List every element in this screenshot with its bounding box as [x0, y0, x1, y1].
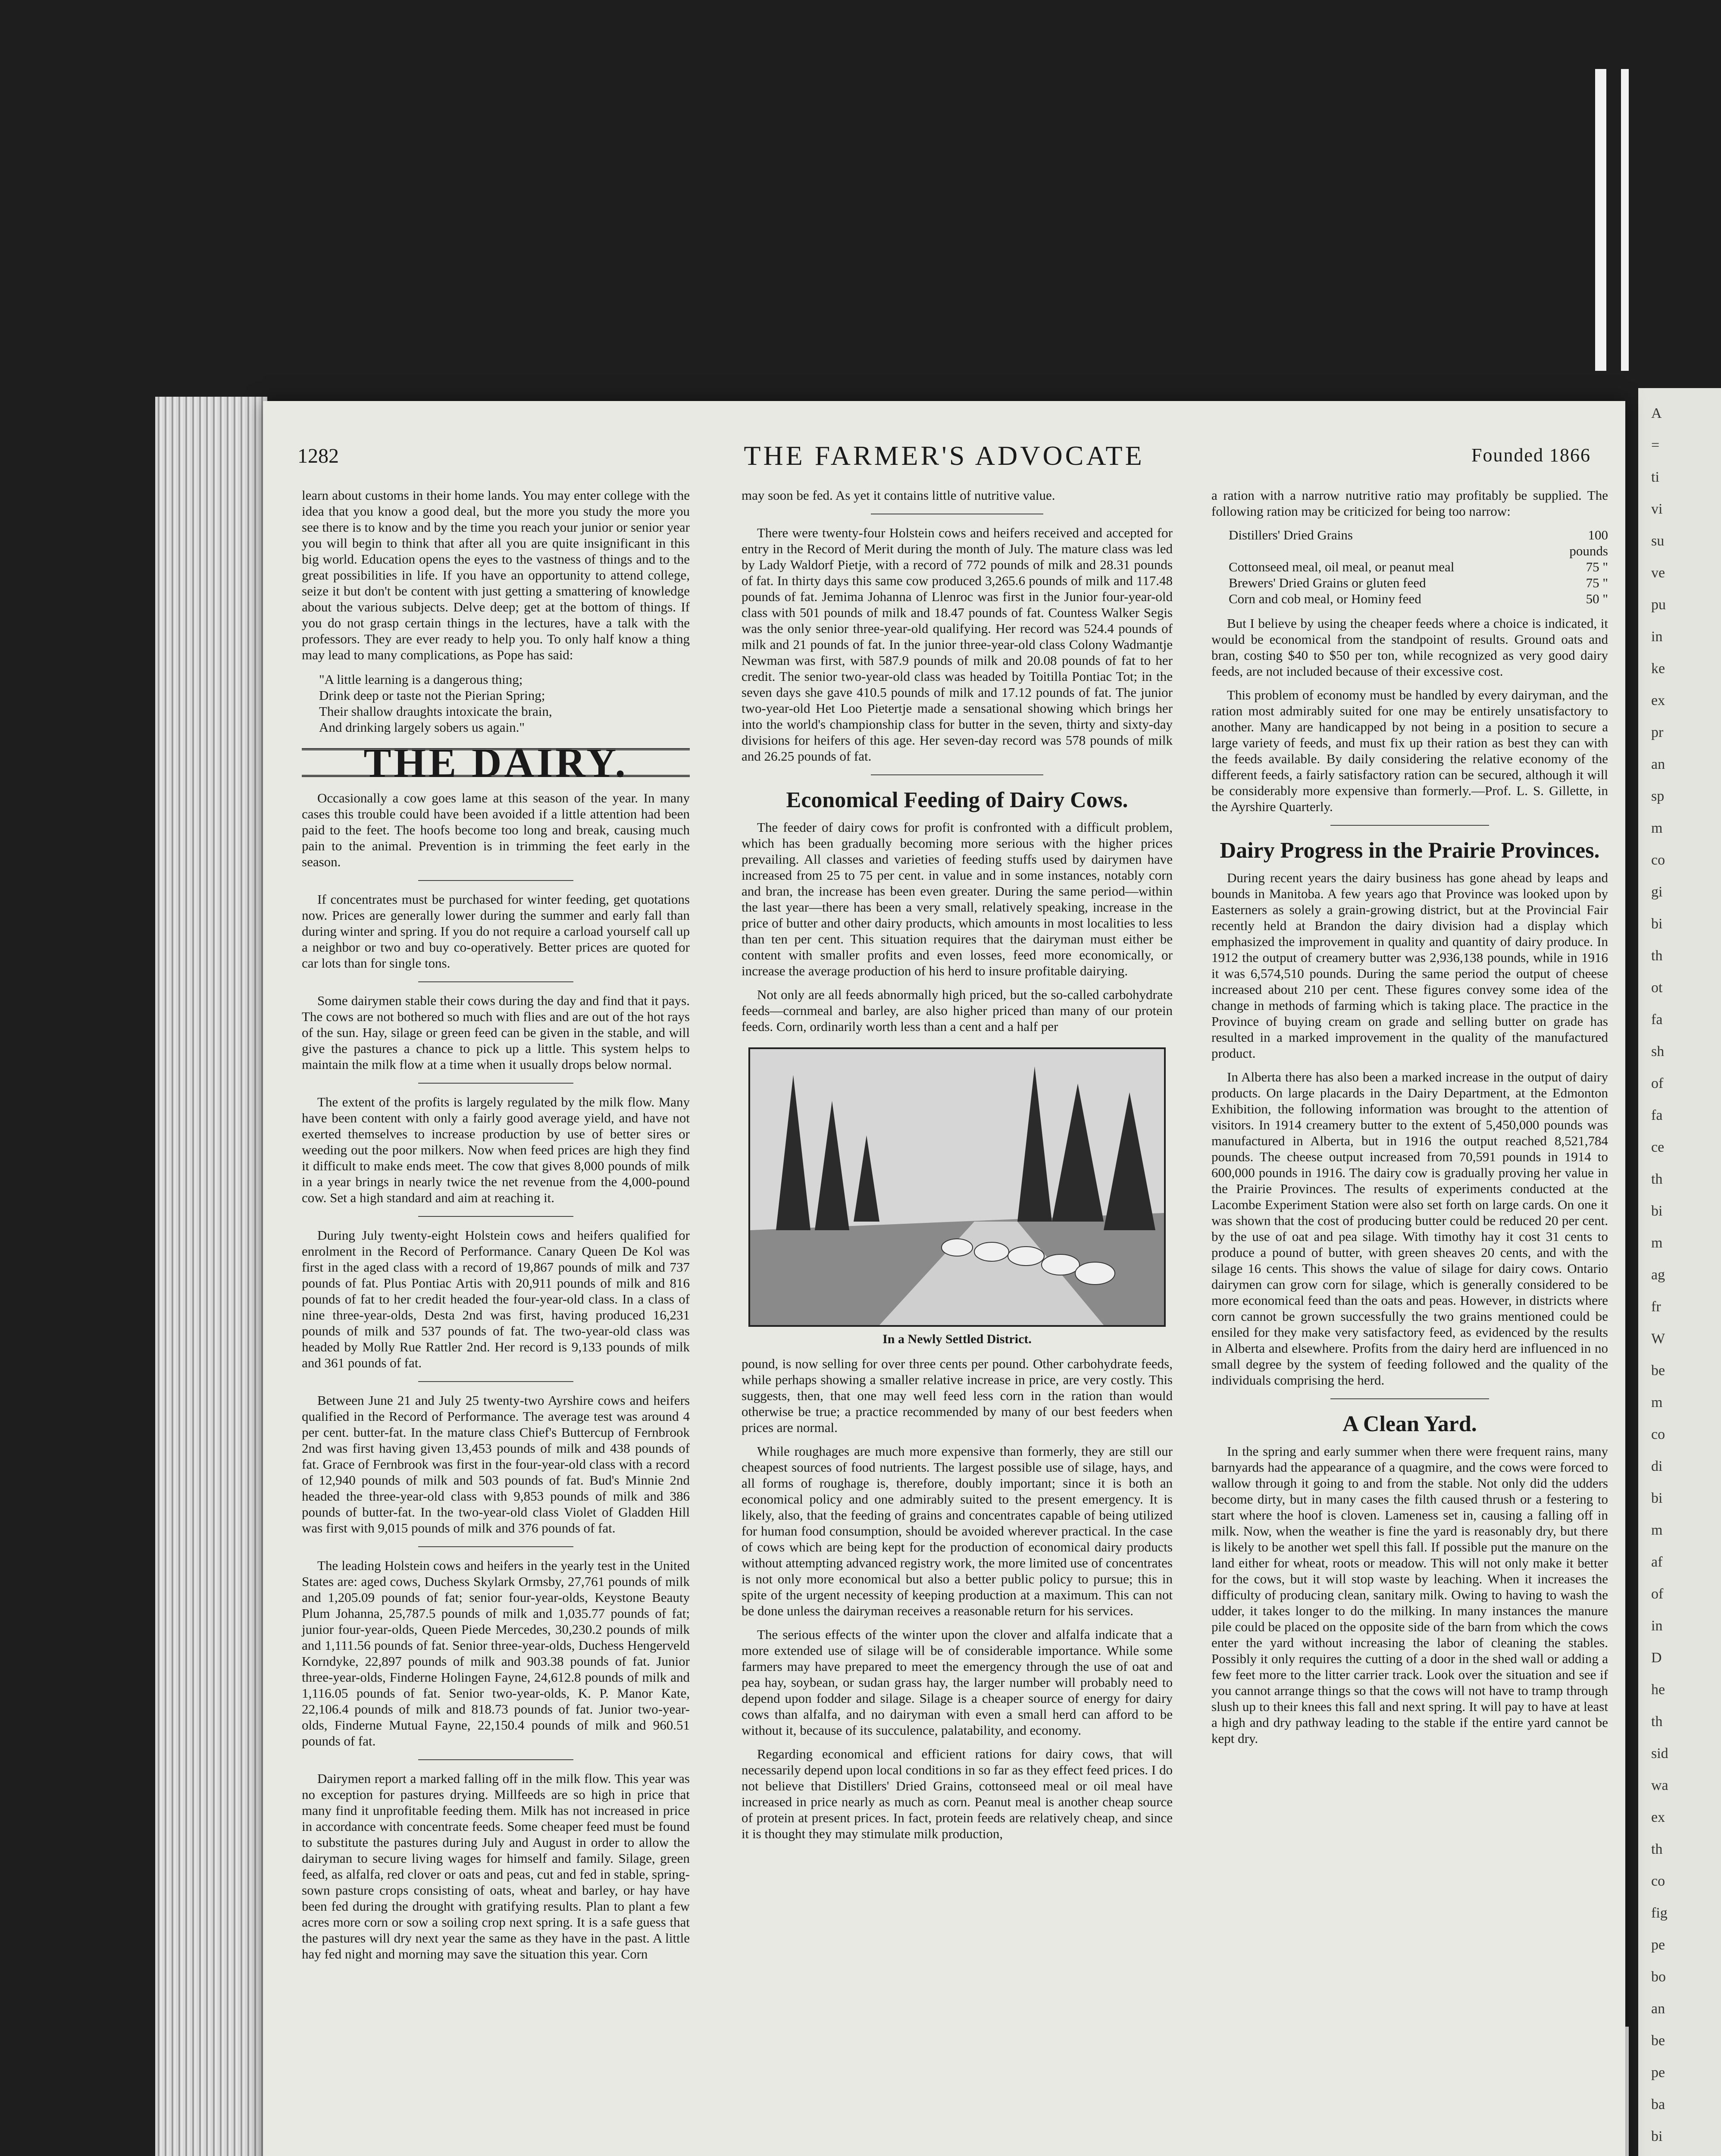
ration-row: [1229, 559, 1608, 575]
adjacent-page-fragment: wa: [1651, 1777, 1668, 1793]
photo-illustration: [750, 1049, 1164, 1325]
quote-line: Their shallow draughts intoxicate the brain,: [319, 704, 552, 719]
publication-title: THE FARMER'S ADVOCATE: [744, 440, 1145, 471]
adjacent-page-fragment: m: [1651, 820, 1663, 836]
adjacent-page-fragment: pe: [1651, 2065, 1665, 2081]
running-header: [297, 436, 1591, 474]
founded-note: Founded 1866: [1471, 445, 1591, 466]
adjacent-page-fragment: af: [1651, 1554, 1663, 1570]
paragraph: The serious effects of the winter upon the clover and alfalfa indicate that a more extended use of silage will be of considerable importance. While some farmers may have prepared to meet the emergency through the use of oat and pea hay, soybean, or sudan grass hay, the larger number will probably need to depend upon fodder and silage. Silage is a cheaper source of energy for dairy cows than alfalfa, and no dairyman with even a small herd can afford to be without it, because of its succulence, palatability, and economy.: [742, 1627, 1173, 1738]
adjacent-page-fragment: sh: [1651, 1044, 1665, 1059]
ration-row: [1229, 527, 1608, 559]
divider: [418, 880, 573, 881]
divider: [418, 981, 573, 982]
article-heading: A Clean Yard.: [1342, 1412, 1477, 1436]
adjacent-page-fragment: co: [1651, 1426, 1665, 1442]
adjacent-page-fragment: co: [1651, 852, 1665, 868]
adjacent-page-fragment: bo: [1651, 1969, 1666, 1985]
adjacent-page-fragment: di: [1651, 1458, 1663, 1474]
paragraph: Some dairymen stable their cows during the day and find that it pays. The cows are not bothered so much with flies and are out of the hot rays of the sun. Hay, silage or green feed can be given in the stable, and will give the pastures a chance to pick up a little. This system helps to maintain the milk flow at a time when it usually drops below normal.: [302, 993, 690, 1072]
adjacent-page-fragment: ba: [1651, 2096, 1665, 2112]
adjacent-page-fragment: W: [1651, 1331, 1665, 1347]
adjacent-page-fragment: an: [1651, 756, 1665, 772]
ration-amount: 100 pounds: [1569, 527, 1608, 558]
paragraph: The feeder of dairy cows for profit is confronted with a difficult problem, which has been gradually becoming more serious with the higher prices prevailing. All classes and varieties of feeding stuffs used by dairymen have increased from 25 to 75 per cent. in value and in some instances, notably corn and bran, the increase has been even greater. During the same period—within the last year—there has been a very small, relatively speaking, increase in the price of butter and other dairy products, which amounts in most localities to less than ten per cent. This situation requires that the dairyman must either be content with smaller profits and even losses, feed more economically, or increase the average production of his herd to insure profitable dairying.: [742, 820, 1173, 978]
paragraph: During July twenty-eight Holstein cows and heifers qualified for enrolment in the Record of Performance. Canary Queen De Kol was first in the aged class with a record of 19,867 pounds of milk and 737 pounds of fat. Plus Pontiac Artis with 20,911 pounds of milk and 816 pounds of fat to her credit headed the four-year-old class. In a class of nine three-year-olds, Desta 2nd was first, having produced 16,231 pounds of milk and 537 pounds of fat. The two-year-old class was headed by Molly Rue Rattler 2nd. Her record is 9,133 pounds of milk and 361 pounds of fat.: [302, 1228, 690, 1370]
divider: [418, 1759, 573, 1760]
ration-row: [1229, 575, 1608, 591]
column-1: [302, 487, 690, 1970]
quote-line: Drink deep or taste not the Pierian Spring;: [319, 688, 545, 703]
column-3: [1211, 487, 1608, 1754]
adjacent-page-fragment: bi: [1651, 1490, 1663, 1506]
adjacent-page-fragment: bi: [1651, 1203, 1663, 1219]
paragraph: may soon be fed. As yet it contains little of nutritive value.: [742, 488, 1055, 503]
paragraph: Not only are all feeds abnormally high priced, but the so-called carbohydrate feeds—cornmeal and barley, are also higher priced than many of our protein feeds. Corn, ordinarily worth less than a cent and a half per: [742, 987, 1173, 1034]
paragraph: In Alberta there has also been a marked increase in the output of dairy products. On large placards in the Dairy Department, at the Edmonton Exhibition, the following information was brought to the attention of visitors. In 1914 creamery butter to the extent of 5,450,000 pounds was manufactured in Alberta, but in 1916 the output reached 8,521,784 pounds. The cheese output increased from 70,591 pounds in 1914 to 600,000 pounds in 1916. The dairy cow is gradually proving her value in the Prairie Provinces. The results of experiments conducted at the Lacombe Experiment Station were also set forth on large cards. On one it was shown that the cost of producing butter could be reduced 20 per cent. by the use of oat and pea silage. With timothy hay it cost 31 cents to produce a pound of butter, with green sheaves 20 cents, and with the silage 16 cents. This shows the value of silage for dairy cows. Ontario dairymen can grow corn for silage, which is generally considered to be more economical feed than the oats and peas. However, in districts where corn cannot be grown successfully the two grains mentioned could be ensiled for they make very satisfactory feed, as evidenced by the results in Alberta and elsewhere. Profits from the dairy herd are influenced in no small degree by the system of feeding followed and the quality of the individuals comprising the herd.: [1211, 1069, 1608, 1388]
adjacent-page-fragment: ag: [1651, 1267, 1665, 1283]
binding-strip: [1595, 69, 1606, 371]
paragraph: a ration with a narrow nutritive ratio may profitably be supplied. The following ration may be criticized for being too narrow:: [1211, 488, 1608, 519]
ration-row: [1229, 591, 1608, 607]
column-2: [742, 487, 1173, 1849]
adjacent-page-fragment: co: [1651, 1873, 1665, 1889]
adjacent-page-fragment: of: [1651, 1586, 1664, 1602]
paragraph: Occasionally a cow goes lame at this season of the year. In many cases this trouble could have been avoided if a little attention had been paid to the feet. The hoofs become too long and break, causing much pain to the animal. Prevention is in trimming the feet early in the season.: [302, 790, 690, 869]
adjacent-page-fragment: th: [1651, 1171, 1663, 1187]
adjacent-page-fragment: pr: [1651, 724, 1664, 740]
adjacent-page-fragment: m: [1651, 1235, 1663, 1251]
adjacent-page-fragment: bi: [1651, 916, 1663, 932]
adjacent-page-fragment: gi: [1651, 884, 1663, 900]
paragraph: pound, is now selling for over three cents per pound. Other carbohydrate feeds, while perhaps showing a smaller relative increase in price, are very costly. This suggests, then, that one may well feed less corn in the ration than would otherwise be true; a practice recommended by many of our best feeders when prices are normal.: [742, 1356, 1173, 1435]
adjacent-page-fragment: ex: [1651, 1809, 1665, 1825]
adjacent-page-fragment: m: [1651, 1522, 1663, 1538]
adjacent-page-fragment: ot: [1651, 980, 1663, 996]
adjacent-page-fragment: ti: [1651, 469, 1659, 485]
adjacent-page-fragment: sp: [1651, 788, 1665, 804]
adjacent-page-fragment: he: [1651, 1682, 1665, 1698]
paragraph: Between June 21 and July 25 twenty-two Ayrshire cows and heifers qualified in the Record of Performance. The average test was around 4 per cent. butter-fat. In the mature class Chief's Buttercup of Fernbrook 2nd was first having given 13,453 pounds of milk and 438 pounds of fat. Grace of Fernbrook was first in the four-year-old class with a record of 12,940 pounds of milk and 503 pounds of fat. Bud's Minnie 2nd headed the three-year-old class with 9,853 pounds of milk and 386 pounds of butter-fat. In the two-year-old class Violet of Gladden Hill was first with 9,015 pounds of milk and 376 pounds of fat.: [302, 1393, 690, 1536]
divider: [418, 1546, 573, 1547]
divider: [1330, 1398, 1489, 1399]
ration-label: Corn and cob meal, or Hominy feed: [1229, 591, 1421, 606]
adjacent-page-fragment: ve: [1651, 565, 1665, 581]
adjacent-page-fragment: ke: [1651, 661, 1665, 677]
book-page-edges: [155, 397, 267, 2156]
ration-label: Brewers' Dried Grains or gluten feed: [1229, 575, 1426, 590]
adjacent-page-fragment: be: [1651, 1363, 1665, 1379]
adjacent-page-fragment: in: [1651, 629, 1663, 645]
adjacent-page-fragment: ce: [1651, 1139, 1665, 1155]
adjacent-page-fragment: m: [1651, 1395, 1663, 1410]
divider: [1330, 825, 1489, 826]
divider: [418, 1216, 573, 1217]
paragraph: The extent of the profits is largely regulated by the milk flow. Many have been content with only a fairly good average yield, and have not exerted themselves to increase production by use of better sires or weeding out the poor milkers. Now when feed prices are high they find it difficult to make ends meet. The cow that gives 8,000 pounds of milk in a year brings in nearly twice the net revenue from the 4,000-pound cow. Set a high standard and aim at reaching it.: [302, 1094, 690, 1205]
adjacent-page-fragment: th: [1651, 1841, 1663, 1857]
divider: [418, 1083, 573, 1084]
pope-quote: [319, 671, 673, 735]
section-banner: THE DAIRY.: [302, 748, 690, 777]
binding-strip: [1621, 69, 1629, 371]
adjacent-page-fragment: th: [1651, 1714, 1663, 1730]
adjacent-page-fragment: sid: [1651, 1745, 1668, 1761]
ration-amount: 50 ": [1586, 591, 1608, 606]
ration-label: Cottonseed meal, oil meal, or peanut meal: [1229, 559, 1455, 574]
article-heading: Dairy Progress in the Prairie Provinces.: [1220, 838, 1600, 863]
adjacent-page-fragment: pu: [1651, 597, 1666, 613]
paragraph: This problem of economy must be handled by every dairyman, and the ration most admirably suited for one may be entirely unsatisfactory to another. Many are handicapped by not being in a position to secure a large variety of feeds, and must fix up their ration as best they can with the feeds available. By daily considering the relative economy of the different feeds, a fairly satisfactory ration can be secured, although it will be considerably more expensive than formerly.—Prof. L. S. Gillette, in the Ayrshire Quarterly.: [1211, 687, 1608, 814]
adjacent-page-fragment: su: [1651, 533, 1665, 549]
adjacent-page-fragment: th: [1651, 948, 1663, 964]
adjacent-page-fragment: be: [1651, 2033, 1665, 2049]
newspaper-page: [263, 401, 1625, 2156]
adjacent-page-fragment: pe: [1651, 1937, 1665, 1953]
adjacent-page-fragment: =: [1651, 437, 1660, 453]
photo-caption: In a Newly Settled District.: [882, 1332, 1032, 1346]
adjacent-page-fragment: A: [1651, 405, 1662, 421]
divider: [871, 774, 1043, 775]
paragraph: While roughages are much more expensive than formerly, they are still our cheapest sources of food nutrients. The largest possible use of silage, hays, and all forms of roughage is, therefore, doubly important; since it is both an economical policy and one admirably suited to the present emergency. It is likely, also, that the feeding of grains and concentrates capable of being utilized for human food consumption, should be avoided wherever practical. In the case of cows which are being kept for the production of economical dairy products without attempting advanced registry work, the more limited use of concentrates is not only more economical but also a better public policy to pursue; this in spite of the urgent necessity of keeping production at a maximum. This can not be done unless the dairyman receives a reasonable return for his services.: [742, 1444, 1173, 1618]
paragraph: Regarding economical and efficient rations for dairy cows, that will necessarily depend upon local conditions in so far as they effect feed prices. I do not believe that Distillers' Dried Grains, cottonseed meal or oil meal have increased in price nearly as much as corn. Peanut meal is another cheap source of protein at present prices. In fact, protein feeds are relatively cheap, and since it is thought they may stimulate milk production,: [742, 1746, 1173, 1841]
page-number: 1282: [297, 445, 339, 467]
paragraph: Dairymen report a marked falling off in the milk flow. This year was no exception for pastures drying. Millfeeds are so high in price that many find it unprofitable feeding them. Milk has not increased in price in accordance with concentrate feeds. Some cheaper feed must be found to substitute the pastures during July and August in order to allow the dairyman to secure living wages for himself and family. Silage, green feed, as alfalfa, red clover or oats and peas, cut and fed in stable, spring-sown pasture crops consisting of oats, wheat and barley, or hay have been fed during the drought with gratifying results. Plan to plant a few acres more corn or sow a soiling crop next spring. It is a safe guess that the pastures will dry next year the same as they have in the past. A little hay fed night and morning may save the situation this year. Corn: [302, 1771, 690, 1962]
adjacent-page-fragment: D: [1651, 1650, 1662, 1666]
adjacent-page-fragment: fa: [1651, 1012, 1663, 1028]
divider: [418, 1381, 573, 1382]
adjacent-page-fragment: fig: [1651, 1905, 1668, 1921]
paragraph: The leading Holstein cows and heifers in the yearly test in the United States are: aged cows, Duchess Skylark Ormsby, 27,761 pounds of milk and 1,205.09 pounds of fat; senior four-year-olds, Keystone Beauty Plum Johanna, 25,787.5 pounds of milk and 1,035.77 pounds of fat; junior four-year-olds, Queen Piede Mercedes, 30,230.2 pounds of milk and 1,111.56 pounds of fat. Senior three-year-olds, Duchess Hengerveld Korndyke, 22,897 pounds of milk and 903.38 pounds of fat. Junior three-year-olds, Finderne Holingen Fayne, 24,612.8 pounds of milk and 1,116.05 pounds of fat. Senior two-year-olds, K. P. Manor Kate, 22,106.4 pounds of milk and 818.73 pounds of fat. Junior two-year-olds, Finderne Mutual Fayne, 22,150.4 pounds of milk and 960.51 pounds of fat.: [302, 1558, 690, 1749]
adjacent-page-fragment: of: [1651, 1075, 1664, 1091]
adjacent-page-strip: [1638, 388, 1721, 2156]
paragraph: But I believe by using the cheaper feeds where a choice is indicated, it would be economical from the standpoint of results. Ground oats and bran, costing $40 to $50 per ton, while recognized as very good dairy feeds, are not included because of their excessive cost.: [1211, 616, 1608, 679]
ration-list: [1229, 527, 1608, 607]
quote-line: "A little learning is a dangerous thing;: [319, 672, 523, 687]
ration-amount: 75 ": [1586, 559, 1608, 574]
adjacent-page-fragment: fr: [1651, 1299, 1661, 1315]
article-photo: [748, 1047, 1166, 1327]
adjacent-page-fragment: bi: [1651, 2128, 1663, 2144]
adjacent-page-fragment: in: [1651, 1618, 1663, 1634]
ration-label: Distillers' Dried Grains: [1229, 527, 1353, 542]
paragraph: In the spring and early summer when there were frequent rains, many barnyards had the appearance of a quagmire, and the cows were forced to wallow through it going to and from the stable. Not only did the udders become dirty, but in many cases the filth caused thrush or a festering to start where the hoof is cloven. Lameness set in, causing a falling off in milk. Now, when the weather is fine the yard is reasonably dry, but there is likely to be another wet spell this fall. If possible put the manure on the land either for wheat, roots or meadow. This will not only make it better for the cows, but it will stop waste by leaching. When it increases the difficulty of producing clean, sanitary milk. Owing to having to wash the udder, it takes longer to do the milking. In many instances the manure pile could be placed on the opposite side of the barn from which the cows enter the yard without increasing the labor of cleaning the stables. Possibly it only requires the cutting of a door in the shed wall or adding a few feet more to the litter carrier track. Look over the situation and see if you cannot arrange things so that the cows will not have to tramp through slush up to their knees this fall and next spring. It will pay to have at least a high and dry pathway leading to the stable if the entire yard cannot be kept dry.: [1211, 1444, 1608, 1746]
adjacent-page-fragment: ex: [1651, 693, 1665, 708]
adjacent-page-fragment: fa: [1651, 1107, 1663, 1123]
quote-line: And drinking largely sobers us again.": [319, 720, 525, 735]
paragraph: learn about customs in their home lands. You may enter college with the idea that you know a good deal, but the more you study the more you see there is to know and by the time you reach your junior or senior year you will begin to think that after all you are quite insignificant in this big world. Education opens the eyes to the vastness of things and to the great possibilities in life. If you have an opportunity to attend college, seize it but don't be content with just getting a smattering of knowledge about the various subjects. Delve deep; get at the bottom of things. If you do not grasp certain things in the lectures, have a talk with the professors. They are ever ready to help you. To only half know a thing may lead to many complications, as Pope has said:: [302, 488, 690, 662]
adjacent-page-fragment: an: [1651, 2001, 1665, 2017]
paragraph: There were twenty-four Holstein cows and heifers received and accepted for entry in the Record of Merit during the month of July. The mature class was led by Lady Waldorf Pietje, with a record of 772 pounds of milk and 28.31 pounds of fat. In thirty days this same cow produced 3,265.6 pounds of milk and 117.48 pounds of fat. Jemima Johanna of Llenroc was first in the Junior four-year-old class with 501 pounds of milk and 18.47 pounds of fat. Countess Walker Segis was the only senior three-year-old qualifying. Her record was 524.4 pounds of milk and 21 pounds of fat. In the junior three-year-old class Colony Wadmantje Newman was first, with 587.9 pounds of milk and 20.08 pounds of fat to her credit. The senior two-year-old class was headed by Toitilla Pontiac Tot; in the seven days she gave 410.5 pounds of milk and 17.12 pounds of fat. The junior two-year-old Het Loo Pietertje made a sensational showing which brings her into the world's championship class for butter in the seven, thirty and sixty-day divisions for heifers of this age. Her seven-day record was 578 pounds of milk and 26.25 pounds of fat.: [742, 525, 1173, 764]
paragraph: If concentrates must be purchased for winter feeding, get quotations now. Prices are generally lower during the summer and early fall than during winter and spring. If you do not require a carload yourself call up a neighbor or two and buy co-operatively. Better prices are quoted for car lots than for single tons.: [302, 892, 690, 971]
ration-amount: 75 ": [1586, 575, 1608, 590]
adjacent-page-fragment: vi: [1651, 501, 1663, 517]
paragraph: During recent years the dairy business has gone ahead by leaps and bounds in Manitoba. A few years ago that Province was looked upon by Easterners as solely a grain-growing district, but at the Provincial Fair recently held at Brandon the dairy division had a display which emphasized the improvement in quality and quantity of dairy produce. In 1912 the output of creamery butter was 2,936,138 pounds, while in 1916 it was 6,574,510 pounds. During the same period the output of cheese increased about 210 per cent. These figures convey some idea of the change in methods of farming which is taking place. The practice in the Province of buying cream on grade and selling butter on grade has resulted in a marked improvement in the quality of the manufactured product.: [1211, 870, 1608, 1061]
article-heading: Economical Feeding of Dairy Cows.: [786, 788, 1128, 812]
